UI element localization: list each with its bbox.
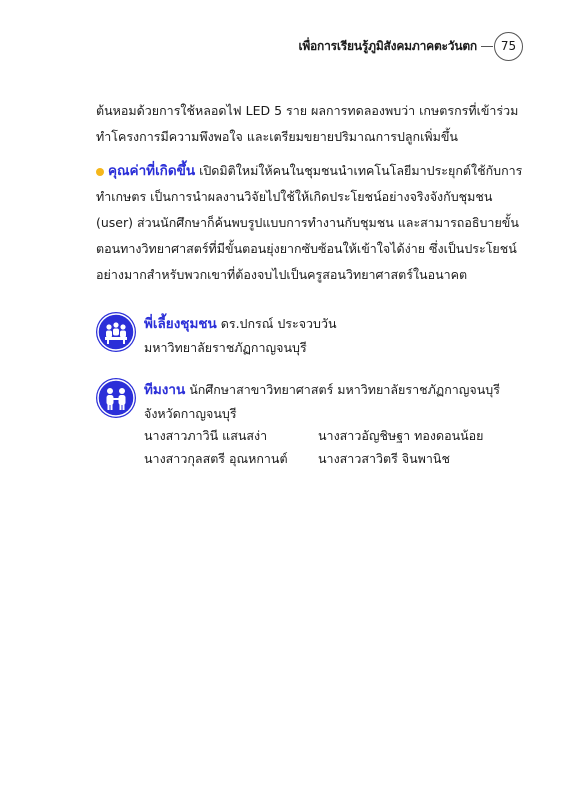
meeting-icon xyxy=(96,312,136,352)
text-line: ตอนทางวิทยาศาสตร์ที่มีขั้นตอนยุ่งยากซับซ้อนให้เข้าใจได้ง่าย ซึ่งเป็นประโยชน์ xyxy=(96,241,517,256)
member-name: นางสาวอัญชิษฐา ทองดอนน้อย xyxy=(318,428,484,443)
bullet-dot-icon xyxy=(96,168,104,176)
page-number-line xyxy=(481,46,493,47)
text-line: ทำโครงการมีความพึงพอใจ และเตรียมขยายปริมาณการปลูกเพิ่มขึ้น xyxy=(96,129,458,144)
member-name: นางสาวกุลสตรี อุณหกานต์ xyxy=(144,451,288,466)
text-line: ต้นหอมด้วยการใช้หลอดไฟ LED 5 ราย ผลการทดลองพบว่า เกษตรกรที่เข้าร่วม xyxy=(96,103,519,118)
member-name: นางสาวสาวิตรี จินพานิช xyxy=(318,451,450,466)
mentor-org: มหาวิทยาลัยราชภัฏกาญจนบุรี xyxy=(144,340,307,355)
team-heading: ทีมงาน xyxy=(144,382,186,398)
mentor-text xyxy=(144,312,534,359)
team-text xyxy=(144,378,534,425)
text-line: (user) ส่วนนักศึกษาก็ค้นพบรูปแบบการทำงานกับชุมชน และสามารถอธิบายขั้น xyxy=(96,215,519,230)
team-desc: นักศึกษาสาขาวิทยาศาสตร์ มหาวิทยาลัยราชภัฏกาญจนบุรี xyxy=(189,382,500,397)
team-province: จังหวัดกาญจนบุรี xyxy=(144,406,237,421)
benefit-heading: คุณค่าที่เกิดขึ้น xyxy=(108,163,196,179)
team-line xyxy=(144,378,534,402)
member-name: นางสาวภาวินี แสนสง่า xyxy=(144,428,268,443)
paragraph-intro xyxy=(96,98,526,150)
benefit-first-line xyxy=(96,158,526,184)
mentor-line xyxy=(144,312,534,336)
header-title: เพื่อการเรียนรู้ภูมิสังคมภาคตะวันตก xyxy=(298,39,477,53)
mentor-heading: พี่เลี้ยงชุมชน xyxy=(144,316,217,332)
paragraph-benefit xyxy=(96,158,526,288)
page-number: 75 xyxy=(494,32,523,61)
text-line: ทำเกษตร เป็นการนำผลงานวิจัยไปใช้ให้เกิดประโยชน์อย่างจริงจังกับชุมชน xyxy=(96,189,493,204)
text-line: เปิดมิติใหม่ให้คนในชุมชนนำเทคโนโลยีมาประยุกต์ใช้กับการ xyxy=(199,163,523,178)
text-line: อย่างมากสำหรับพวกเขาที่ต้องจบไปเป็นครูสอนวิทยาศาสตร์ในอนาคต xyxy=(96,267,468,282)
team-icon xyxy=(96,378,136,418)
mentor-name: ดร.ปกรณ์ ประจวบวัน xyxy=(220,316,337,331)
